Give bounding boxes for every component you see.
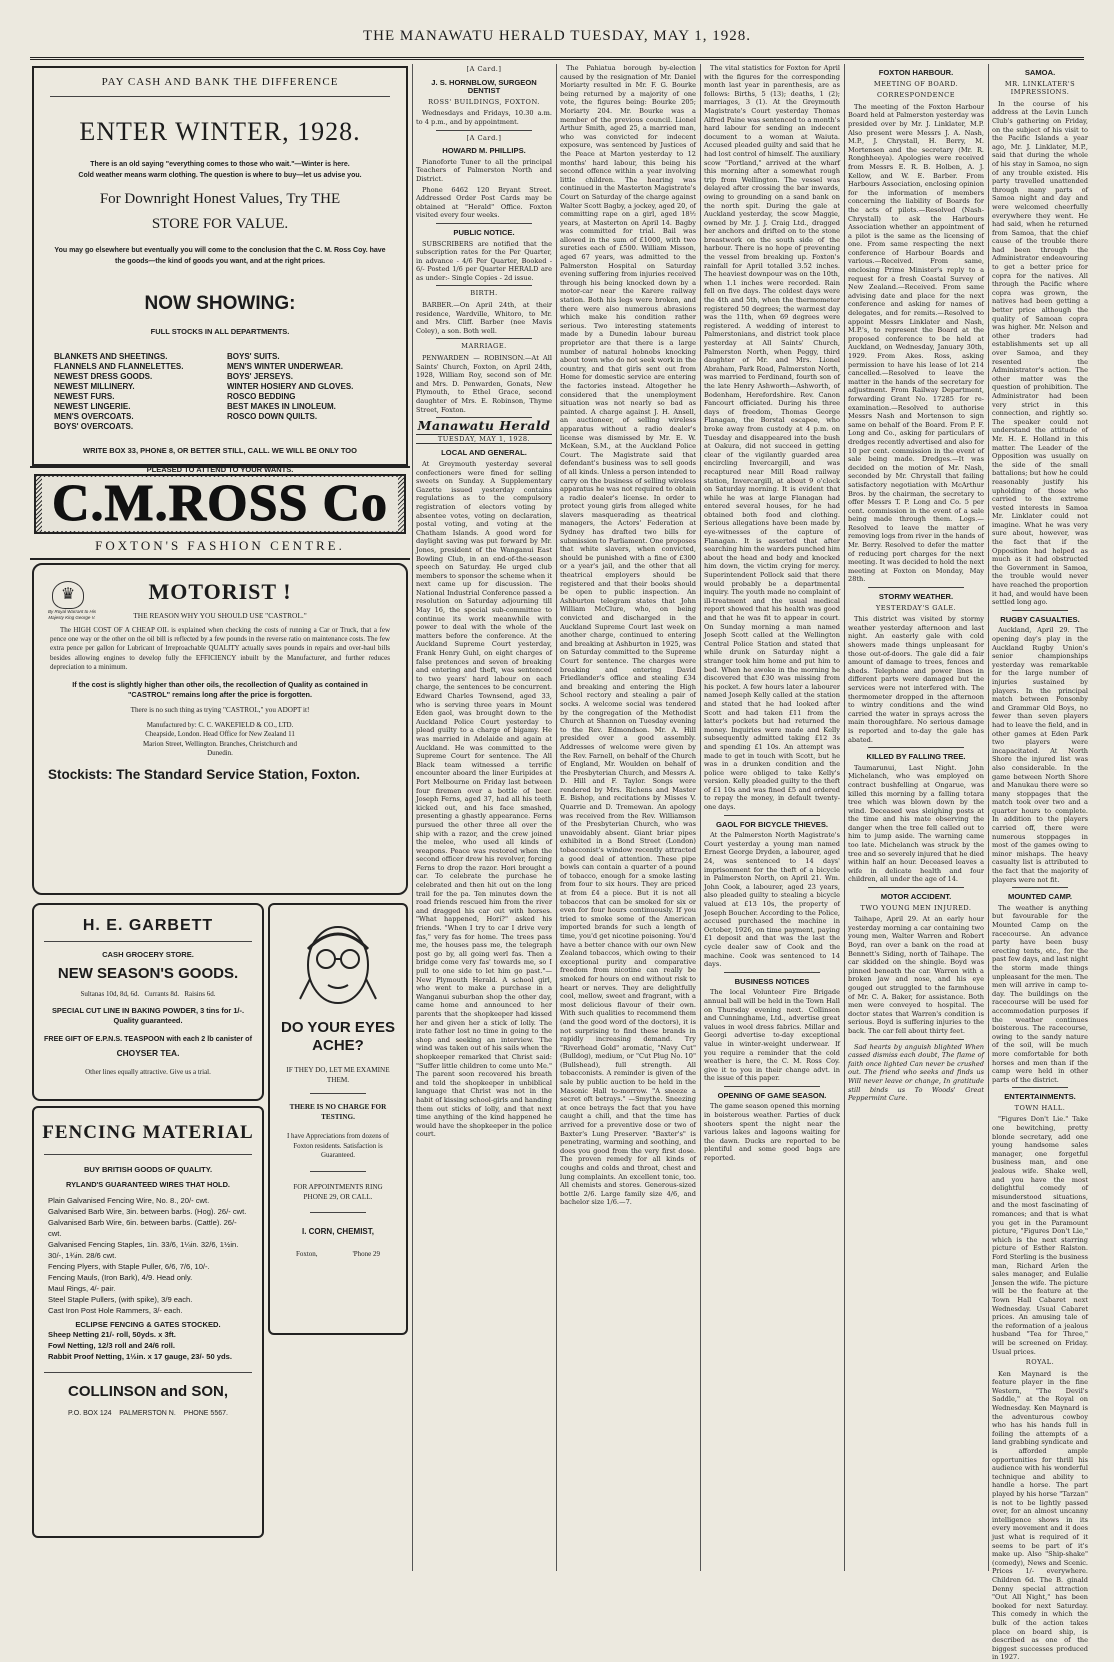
list-item: ROSCO DOWN QUILTS. [227, 412, 318, 421]
divider [868, 747, 964, 748]
divider [868, 587, 964, 588]
eyes-place: Foxton, 'Phone 29 [295, 1249, 381, 1258]
tuner-text: Pianoforte Tuner to all the principal Teachers of Palmerston North and District. [416, 157, 552, 183]
business-text: The local Volunteer Fire Brigade annual ball will be held in the Town Hall on Thursday evening next. Collinson and Cunninghame, Ltd., advertise great values in wool dress fabrics. Millar and Georgi advertise to-day exceptional value in winter-weight underwear. If you require a reminder that the cold weather is here, the C. M. Ross Coy. give it to you in their change advt. in the issue of this paper. [704, 988, 840, 1083]
motorist-sub: THE REASON WHY YOU SHOULD USE "CASTROL." [133, 611, 307, 620]
game-season-heading: OPENING OF GAME SEASON. [717, 1090, 827, 1100]
garbett-prices: Sultanas 10d, 8d, 6d. Currants 8d. Raisins 6d. [80, 990, 216, 998]
harbour-heading: FOXTON HARBOUR. [878, 68, 954, 77]
eyes-title: DO YOUR EYES ACHE? [281, 1019, 395, 1054]
ross-headline: ENTER WINTER, 1928. [79, 117, 361, 146]
divider [436, 223, 532, 224]
ross-write: WRITE BOX 33, PHONE 8, OR BETTER STILL, CALL. WE WILL BE ONLY TOO [83, 446, 357, 455]
eyes-divider-2 [310, 1171, 366, 1172]
list-item: Cast Iron Post Hole Rammers, 3/- each. [48, 1306, 183, 1315]
ross-paragraph: You may go elsewhere but eventually you will come to the conclusion that the C. M. Ross Coy. have the goods—the kind of goods you want, and at the right prices. [54, 247, 386, 265]
samoa-subheading: MR. LINKLATER'S IMPRESSIONS. [1004, 79, 1076, 97]
list-item: Maul Rings, 4/- pair. [48, 1284, 116, 1293]
article-text: In the course of his address at the Levin Lunch Club's gathering on Friday, on the subject of his visit to the Pacific Islands a year ago, Mr. J. Linklater, M.P., said that during the whole of his stay in Samoa, no sign of any trouble existed. His party travelled unattended through many parts of Samoa night and day and were welcomed cheerfully everywhere they went. He had said, when he returned from Samoa, that the chief cause of the trouble there had been through the Administrator endeavouring to get a better price for copra for the natives. All through the Pacific where copra was grown, the natives had been getting a better price although the quality of Samoan copra was higher. Mr. Nelson and other traders had establishments set up all over Samoa, and they resented the Administrator's action. The other matter was the question of prohibition. The Administrator had been very strict in this connection, and rightly so. The speaker could not understand the attitude of Mr. H. E. Holland in this matter. The Leader of the Opposition was usually on the side of the small battalions; but how he could reasonably justify his upholding of those who carried to the extreme vested interests in Samoa Mr. Linklater could not imagine. What he was very sure about, however, was the fact that if the Opposition had helped as much as it had obstructed the Government in Samoa, the trouble would never have reached the proportion it had, and would have been settled long ago. [992, 99, 1088, 607]
royal-text: Ken Maynard is the feature player in the fine Western, "The Devil's Saddle," at the Royal on Wednesday. Ken Maynard is the adventurous cowboy who has his hands full in foiling the attempts of a land grabbing syndicate and is afforded ample opportunities for thrill his audience with his wonderful technique and ability to handle a horse. The part played by his horse "Tarzan" is not to be lightly passed over, for an almost uncanny intelligence shows in its every movement and it does just what is required of it seems to be part of it's make up. Also "Ship-shake" (comedy), News and Scenic. Prices 1/- everywhere. Children 6d. The B. ginald Denny special attraction "Out All Night," has been booked for next Saturday. This comedy in which the bulk of the action takes place on board ship, is described as one of the biggest successes produced in 1927. [992, 1369, 1088, 1662]
motorist-advert [32, 563, 408, 895]
eyes-question: IF THEY DO, LET ME EXAMINE THEM. [286, 1066, 390, 1084]
column-rule [988, 64, 989, 1571]
garbett-other: Other lines equally attractive. Give us a trial. [85, 1068, 211, 1076]
column-4 [704, 64, 840, 1571]
list-item: NEWEST FURS. [54, 392, 115, 401]
ross-logo [34, 474, 406, 534]
article-text: The Pahiatua borough by-election caused by the resignation of Mr. Daniel Moriarty resulted in Mr. F. G. Bourke being returned by a majority of one vote, the figures being: Bourke 205; Moriarty 204. Mr. Bourke was a member of the previous council. Lionel Arthur Smith, aged 25, a married man, who was convicted for indecent exposure, was sentenced by Justices of the Peace at Marton yesterday to 12 months' hard labour, this being his second offence within a year involving little children. The hearing was continued in the Masterton Magistrate's Court on Saturday of the charge against Walter Scott Bagby, a jockey, aged 20, of committing rape on a girl, aged 18½ years, at Masterton on April 14. Bagby was committed for trial. Bail was allowed in the sum of £1000, with two sureties each of £500. William Misson, aged 67 years, was admitted to the Palmerston Hospital on Saturday evening suffering from injuries received through his being knocked down by a motor-car near the Karere railway station. Both his legs were broken, and there were also numerous abrasions which make his condition rather serious. Two interesting statements made by a Dunedin labour bureau proprietor are that there is a large number of natural hobnobs knocking about town who do not seek work in the country, and that girls sent out from Home for domestic service are entering the factories instead. Altogether he considered that the unemployment situation was not nearly so bad as painted. A charge against J. H. Ansell, an auctioneer, of selling wireless apparatus without a radio dealer's license was dismissed by Mr. E. W. McKean, S.M., at the Auckland Police Court. The Magistrate said that defendant's business was to sell goods of all kinds. Unless a person intended to carry on the business of selling wireless apparatus he was not required to obtain a radio dealer's license. In order to protect young girls from alleged white slavers masquerading as theatrical managers, the Actors' Federation at Sydney has drafted two bills for submission to Parliament. One proposes that white slavers, when convicted, should be punished with a fine of £300 or a year's jail, and the other that all theatrical employers should be registered and that their books should be open to public inspection. An Ashburton telegram states that John William McClure, who, on being convicted and discharged in the Auckland Supreme Court last week on another charge, continued to entering and breaking at Ashburton in 1925, was on Saturday committed to the Supreme Court for sentence. The charges were breaking and entering David Friedlander's office and stealing £34 and breaking and entering the High School rectory and stealing a pair of socks. A welcome social was tendered by the congregation of the Methodist Church at Shannon on Tuesday evening to the Rev. Edmondson. Mr. A. Hill presided over a good assembly. Addresses of welcome were given by the Rev. Farnell, on behalf of the Church of England, Mr. Woulden on behalf of the Presbyterian Church, and Messrs A. D. Hill and F. Taylor. Songs were rendered by Mrs. Richens and Master E. Bishop, and recitations by Misses V. Quarrie and D. Tremewan. An apology was received from the Rev. Williamson of the Presbyterian Church, who was unavoidably absent. Giant briar pipes exhibited in a Bond Street (London) tobacconist's window recently attracted a good deal of attention. These pipe bowls can contain a quarter of a pound of tobacco, enough for a smoke lasting from four to six hours. They are priced at from £4 a piece. But it is not all tobaccos that can be smoked for six or even for four hours continuously. If you tried to smoke some of the American imported brands for such a length of time, you'd get nicotine poisoning. You'd have a better chance with our own New Zealand tobaccos, which owing to their exceptional purity and comparative freedom from nicotine can really be smoked for hours on end without risk to heart or nerves. They are delightfully cool, mellow, sweet and fragrant, with a most delicious flavour of their own. With such qualities to recommend them (and the good word of the doctors), it is not surprising to find these brands in rapidly increasing demand. Try "Riverhead Gold" aromatic, "Navy Cut" (Bulldog), medium, or "Cut Plug No. 10" (Bullshead), full strength. All tobacconists. A reminder is given of the sale by public auction to be held in the Masonic Hall to-morrow. "A sneeze a secret oft betrays." —Smythe. Sneezing at once betrays the fact that you have caught a chill, and that the time has arrived for a preventive dose or two of Baxter's Lung Preserver. "Baxter's" is penetrating, warming and soothing, and does you good from the very first dose. The proven remedy for all kinds of coughs and colds and throat, chest and lung complaints. An excellent tonic, too. All chemists and stores. Generous-sized bottle 2/6. Large family size 4/6, and bachelor size 1/6.—7. [560, 64, 696, 1207]
motor-text: Taihape, April 29. At an early hour yesterday morning a car containing two young men, Walter Warren and Robert Boyd, ran over a bank on the road at Bennett's Siding, north of Taihape. The car skidded on the shingle. Boyd was pinned beneath the car. Warren with a broken jaw and nose, and his eye gouged out struggled to the farmhouse of Mr. C. A. Baker, for assistance. Both men were conveyed to hospital. The doctor states that Warren's condition is serious. Boyd is suffering injuries to the back. The car fell about thirty feet. [848, 915, 984, 1035]
camp-heading: MOUNTED CAMP. [1008, 892, 1072, 902]
list-item: Plain Galvanised Fencing Wire, No. 8., 20/- cwt. [48, 1196, 210, 1205]
ross-pleased: PLEASED TO ATTEND TO YOUR WANTS. [146, 465, 294, 474]
poem-text: Sad hearts by anguish blighted When cassed dismiss each doubt, The flame of faith once lighted Can never be crushed out. The friend who seeks and finds us Will never leave or change, In gratitude still binds us To Woods' Great Peppermint Cure. [848, 1042, 984, 1103]
royal-warrant: By Royal Warrant to His Majesty King George V. [48, 609, 96, 620]
samoa-heading: SAMOA. [1024, 68, 1056, 77]
royal-heading: ROYAL. [1025, 1358, 1055, 1367]
column-rule [412, 64, 413, 1571]
list-item: Galvanised Barb Wire, 3in. between barbs. (Hog). 26/- cwt. [48, 1207, 247, 1216]
town-hall-heading: TOWN HALL. [1014, 1103, 1066, 1112]
fencing-divider-2 [44, 1372, 252, 1373]
list-item: NEWEST DRESS GOODS. [54, 372, 153, 381]
column-5 [848, 64, 984, 1571]
fencing-advert [32, 1106, 264, 1538]
birth-heading: BIRTH. [470, 289, 498, 298]
optician-advert [268, 903, 408, 1335]
list-item: BLANKETS AND SHEETINGS. [54, 352, 168, 361]
garbett-special: SPECIAL CUT LINE IN BAKING POWDER, 3 tins for 1/-. Quality guaranteed. [51, 1006, 245, 1025]
divider [1012, 887, 1068, 888]
card-label: [A Card.] [466, 65, 502, 73]
divider [724, 972, 820, 973]
fencing-buy: BUY BRITISH GOODS OF QUALITY. [83, 1165, 213, 1174]
list-item: Galvanised Barb Wire, 6in. between barbs. (Cattle). 26/- cwt. [48, 1218, 237, 1238]
spectacled-face-icon [290, 919, 386, 1011]
tuner-name: HOWARD M. PHILLIPS. [442, 146, 526, 156]
dentist-name: J. S. HORNBLOW, SURGEON DENTIST [431, 77, 537, 96]
fencing-eclipse: ECLIPSE FENCING & GATES STOCKED. [75, 1320, 221, 1329]
marriage-heading: MARRIAGE. [461, 342, 507, 351]
ross-now-showing: NOW SHOWING: [144, 293, 296, 314]
list-item: MEN'S OVERCOATS. [54, 412, 134, 421]
ross-line-1: There is an old saying "everything comes to those who wait."—Winter is here. [90, 161, 350, 168]
dentist-hours: Wednesdays and Fridays, 10.30 a.m. to 4 p.m., and by appointment. [416, 109, 552, 126]
list-item: ROSCO BEDDING [227, 392, 296, 401]
business-heading: BUSINESS NOTICES [734, 976, 810, 986]
motorist-maker: Manufactured by: C. C. WAKEFIELD & CO., LTD. Cheapside, London. Head Office for New Zealand 11 Marion Street, Wellington. Branches, Christchurch and Dunedin. [142, 721, 298, 758]
list-item: Fencing Plyers, with Staple Puller, 6/6, 7/6, 10/-. [48, 1262, 210, 1271]
list-item: BOYS' JERSEYS. [227, 372, 293, 381]
fencing-divider [44, 1154, 252, 1155]
ross-tagline: FOXTON'S FASHION CENTRE. [95, 538, 345, 553]
divider [868, 1039, 964, 1040]
ross-item-lists [34, 352, 406, 432]
card-label: [A Card.] [466, 133, 502, 142]
divider [1012, 610, 1068, 611]
tuner-phone: Phone 6462 120 Bryant Street. Addressed Order Post Cards may be obtained at "Herald" Office. Foxton visited every four weeks. [416, 185, 552, 220]
column-rule [556, 64, 557, 1571]
fencing-address: P.O. BOX 124 PALMERSTON N. PHONE 5567. [68, 1410, 228, 1417]
garbett-gift: FREE GIFT OF E.P.N.S. TEASPOON with each 2 lb canister of [44, 1034, 252, 1043]
stormy-heading: STORMY WEATHER. [878, 592, 954, 602]
divider [436, 338, 532, 339]
divider [436, 285, 532, 286]
subscription-notice: SUBSCRIBERS are notified that the subscription rates for the Per Quarter, in advance - 4/6 Per Quarter, Booked - 6/- Posted 1/6 per Quarter HERALD are as under:- Single Copies - 2d issue. [416, 239, 552, 282]
list-item: Steel Staple Pullers, (with spike), 3/9 each. [48, 1295, 193, 1304]
fencing-ryland: RYLAND'S GUARANTEED WIRES THAT HOLD. [66, 1180, 230, 1189]
stormy-text: This district was visited by stormy weather yesterday afternoon and last night. An easterly gale with cold showers made things unpleasant for those out-of-doors. The gale did a fair amount of damage to trees, fences and sheds. Telephone and power lines in different parts were damaged but the services were not interfered with. The thermometer dropped in the afternoon to wintry conditions and the wind carried the water in sprays across the main thoroughfare. No serious damage is reported and to-day the gale has abated. [848, 615, 984, 744]
issue-date: TUESDAY, MAY 1, 1928. [416, 434, 552, 445]
motor-heading: MOTOR ACCIDENT. [880, 892, 952, 902]
garbett-advert [32, 903, 264, 1101]
entertainments-text: "Figures Don't Lie." Take one bewitching, pretty blonde secretary, add one young handsome sales manager, one forgetful business man, and one jealous wife. Shake well, and you have the most delightful comedy of misunderstood situations, and the most fascinating of romances; and that is what you get in the Paramount picture, "Figures Don't Lie," which is the next starring picture of Esther Ralston. Ford Sterling is the business man, Richard Arlen the sales manager, and Eulalie Jensen the wife. The picture will be the feature at the Town Hall Cabaret next Wednesday. Usual Cabaret prices. An amusing tale of the reformation of a jealous husband "Tea for Three," will be screened on Friday. Usual prices. [992, 1115, 1089, 1356]
local-general-heading: LOCAL AND GENERAL. [441, 448, 527, 458]
ross-advert [32, 66, 408, 474]
entertainments-heading: ENTERTAINMENTS. [1004, 1092, 1076, 1102]
motorist-stockists: Stockists: The Standard Service Station, Foxton. [48, 766, 361, 782]
list-item: BOYS' OVERCOATS. [54, 422, 134, 431]
divider [724, 815, 820, 816]
eyes-no-charge: THERE IS NO CHARGE FOR TESTING. [289, 1103, 387, 1121]
column-6 [992, 64, 1089, 1662]
masthead: THE MANAWATU HERALD TUESDAY, MAY 1, 1928. [362, 28, 751, 44]
list-item: Rabbit Proof Netting, 1½in. x 17 gauge, 23/- 50 yds. [48, 1352, 232, 1361]
ross-values-1: For Downright Honest Values, Try THE [99, 191, 341, 207]
ross-banner: PAY CASH AND BANK THE DIFFERENCE [101, 76, 339, 88]
column-rule [700, 64, 701, 1571]
list-item: NEWEST LINGERIE. [54, 402, 131, 411]
list-item: Fowl Netting, 12/3 roll and 24/6 roll. [48, 1341, 176, 1350]
divider [436, 130, 532, 131]
ross-logo-text: C.M.ROSS Co [42, 477, 398, 531]
list-item: MEN'S WINTER UNDERWEAR. [227, 362, 343, 371]
list-item: WINTER HOSIERY AND GLOVES. [227, 382, 354, 391]
correspondence-heading: CORRESPONDENCE [876, 91, 956, 100]
rugby-text: Auckland, April 29. The opening day's play in the Auckland Rugby Union's senior championships yesterday was remarkable for the large number of injuries sustained by players. In the principal match between Ponsonby and Grammar Old Boys, no fewer than seven players had to leave the field, and in other games at Eden Park two players were incapacitated. At North Shore the injured list was also considerable. In the game between North Shore and Manukau there were so many stoppages that the match took over two and a quarter hours to complete. In addition to the players carried off, there were numerous stoppages in most of the games owing to minor mishaps. The heavy casualty list is attributed to the fact that the majority of players were not fit. [992, 626, 1088, 884]
dentist-address: ROSS' BUILDINGS, FOXTON. [428, 97, 540, 106]
herald-nameplate: Manawatu Herald [417, 418, 551, 434]
game-season-text: The game season opened this morning in boisterous weather. Parties of duck shooters spent the night near the various lakes and lagoons waiting for the dawn. Ducks are reported to be plentiful and some good bags are reported. [704, 1102, 840, 1163]
face-illustration [290, 919, 386, 1011]
fencing-netting [34, 1329, 262, 1362]
ross-left-list [54, 352, 213, 432]
camp-text: The weather is anything but favourable for the Mounted Camp on the racecourse. An advance party have been busy erecting tents, etc., for the past few days, and last night the storm made things unpleasant for the men. The men will arrive in camp to-day. The buildings on the racecourse will be used for accommodation purposes if the weather continues boisterous. The racecourse, owing to the sandy nature of the soil, will be much more comfortable for both horses and men than if the camp were held in other parts of the district. [992, 903, 1088, 1084]
divider [868, 887, 964, 888]
public-notice-heading: PUBLIC NOTICE. [453, 227, 515, 237]
garbett-store: CASH GROCERY STORE. [102, 950, 194, 959]
list-item: NEWEST MILLINERY. [54, 382, 135, 391]
fencing-firm: COLLINSON and SON, [67, 1383, 228, 1400]
royal-crest-icon: ♛ [52, 581, 84, 609]
article-text: The meeting of the Foxton Harbour Board held at Palmerston yesterday was presided over by Mr. J. Linklater, M.P. Also present were Messrs J. A. Nash, M.P., J. Chrystall, H. Berry, M. Mortensen and the secretary (Mr. R. Ronghheeya). Apologies were received from Messrs E. R. B. Holben, A. J. Kellow, and W. E. Barber. From Harbours Association, enclosing opinion for the information of members concerning the liability of Boards for the acts of pilots.—Resolved (Nash-Chrystall) to ask the Harbours Association whether an appointment of a pilot is the same as the licensing of one. From same respecting the next conference of Harbour Boards and various.—Received. From same, enclosing Prime Minister's reply to a request for a fresh Coastal Survey of New Zealand.—Received. From same advising date and place for the next conference and asking for names of delegates, and for remits.—Resolved to appoint Messrs Linklater and Nash, M.P.'s, to represent the Board at the proposed conference to be held at Auckland, on Wednesday, January 30th, 1929. From Akes. Ross, asking permission to have his lease of lot 214 cancelled.—Resolved to leave the matter in the hands of the secretary for adjustment. From Railway Department, forwarding Grant No. 17285 for re-examination.—Resolved to authorise Messrs Nash and Mortenson to sign same on behalf of the Board. From P. F. Long and Co., asking for particulars of dredges recently advertised and also for 10 per cent. commission in the event of sale being made. Dredges.—It was decided on the motion of Mr. Nash, seconded by Mr. Chrystall that failing satisfactory negotiation with McArthur Bros. by the chairman, the secretary to offer Messrs T. P. Long and Co. 5 per cent. commission in the event of a sale being made through them. Logs.—Resolved to leave the matter of removing logs from river in the hands of Mr. Berry. Resolved to defer the matter of reducing port charges for the next meeting. It was decided to hold the next meeting at Foxton on Monday, May 28th. [848, 102, 984, 584]
divider [724, 1086, 820, 1087]
list-item: Sheep Netting 21/- roll, 50yds. x 3ft. [48, 1330, 176, 1339]
column-rule [844, 64, 845, 1571]
ross-right-list [227, 352, 386, 432]
ross-values-2: STORE FOR VALUE. [151, 216, 289, 232]
eyes-chemist: I. CORN, CHEMIST, [301, 1226, 374, 1236]
eyes-divider-3 [310, 1212, 366, 1213]
fencing-title: FENCING MATERIAL [42, 1122, 254, 1143]
article-text: At Greymouth yesterday several confectioners were fined for selling sweets on Sunday. A Supplementary Gazette issued yesterday contains regulations as to the compulsory registration of electors voting by absentee votes, voting on declaration, postal voting, and voting at the Chatham Islands. A good word for daylight saving was put forward by Mr. Jones, president of the Wanganui East Bowling Club, in an end-of-the-season speech on Saturday. He urged club members to sponsor the scheme when it next came up for discussion. The National Industrial Conference passed a resolution on Saturday adjourning till May 16, the special sub-committee to continue its work meanwhile with power to deal with the whole of the matters before the conference. At the Auckland Supreme Court yesterday, Frank Henry Guhl, on eight charges of false pretences and seven of breaking and entering and theft, was sentenced to two years' hard labour on each charge, the sentences to be concurrent. Edward Charles Townsend, aged 33, who is serving three years in Mount Eden gaol, was brought down to the Auckland Police Court yesterday to plead guilty to a charge of bigamy. He was married in Adelaide and again at Auckland. He was committed to the Supreme Court for sentence. The All Black team witnessed a terrific encounter aboard the liner Euripides at Port Melbourne on Friday last between four firemen over a bottle of beer. Joseph Ferns, aged 37, had all his teeth kicked out, and his face smashed, presenting a ghastly appearance. Ferns pursued the other three all over the ship with a razor, and the crew joined the melee, who used all kinds of weapons. Peace was restored when the second officer drew his revolver, forcing Ferns to drop the razor. Hori brought a car. To celebrate the purchase he celebrated and then hit out on the long trail for the pa. Ten minutes down the road friends rescued him from the river and dragged his car out with horses. "What happened, Hori?" asked his friends. "When I try to car I drive very fas," very fas for home. The trees pass me, the houses pass me, the telegraph post go by, all going werl fas. Then a bridge come very fas' towards me, so I pull to one side to let him go past."—New Plymouth Herald. A school girl, who went to make a purchase in a Wanganui suburban shop the other day, came home and announced to her parents that the shopkeeper had kissed her and given her a stick of lolly. The irate father lost no time in going to the shop and seeking an interview. The wind was taken out of his sails when the shopkeeper remarked that Christ said: "Suffer little children to come unto Me." The parent soon recovered his breath and told the shopkeeper in unbiblical language that Christ was not in the habit of kissing school-girls and handing them out sticks of lolly, and that next time anything of the kind happened he would have the shopkeeper in the police court. [416, 459, 552, 1139]
marriage-notice: PENWARDEN — ROBINSON.—At All Saints' Church, Foxton, on April 24th, 1928, William Roy, second son of Mr. and Mrs. D. Penwarden, Gonats, New Plymouth, to Ethel Grace, second daughter of Mrs. E. Robinson, Thyme Street, Foxton. [416, 354, 552, 414]
motorist-body: The HIGH COST OF A CHEAP OIL is explained when checking the costs of running a Car or Truck, that a few pence one way or the other on the oil bill is reflected by a few pounds in the reverse ratio on maintenance costs. The few extra pence per gallon for Lubricant of Irreproachable QUALITY actually saves pounds in repairs and over-haul bills besides allowing engines to develop fully the EFFICIENCY inbuilt by the Manufacturer, and further reduces depreciation to a minimum. [50, 626, 390, 671]
masthead-rule [30, 57, 1084, 60]
column-3 [560, 64, 696, 1571]
gaol-heading: GAOL FOR BICYCLE THIEVES. [715, 819, 829, 829]
garbett-tea: CHOYSER TEA. [116, 1048, 180, 1058]
motorist-title: MOTORIST ! [148, 579, 292, 604]
motorist-bold: If the cost is slightly higher than other oils, the recollection of Quality as contained in "CASTROL" remains long after the price is forgotten. [72, 680, 368, 699]
list-item: Galvanised Fencing Staples, 1in. 33/6, 1¼in. 32/6, 1½in. 30/-, 1¾in. 28/6 cwt. [48, 1240, 239, 1260]
killed-text: Taumarunui, Last Night. John Michelanch, who was employed on contract bushfelling at Ongarue, was killed this morning by a falling totara tree which was blown down by the wind. Deceased was sleighing posts at the time and his mate observing the danger when the tree fell called out to him to jump aside. The warning came too late. Michelanch was struck by the tree and so severely injured that he died within half an hour. Deceased leaves a wife in delicate health and four children, all under the age of 14. [848, 763, 984, 884]
garbett-divider [44, 941, 252, 942]
ross-divider [50, 96, 390, 97]
eyes-appointments: FOR APPOINTMENTS RING PHONE 29, OR CALL. [293, 1182, 383, 1201]
ross-line-2: Cold weather means warm clothing. The question is where to buy—let us advise you. [78, 172, 362, 179]
eyes-body: I have Appreciations from dozens of Foxton residents. Satisfaction is Guaranteed. [286, 1132, 390, 1160]
stormy-subheading: YESTERDAY'S GALE. [875, 603, 957, 612]
gaol-text: At the Palmerston North Magistrate's Court yesterday a young man named Ernest George Dryden, a labourer, aged 24, was sentenced to 14 days' imprisonment for the theft of a bicycle in Palmerston North, on April 21. Wm. John Cook, a labourer, aged 23 years, also pleaded guilty to stealing a bicycle valued at £13 10s, the property of Joseph Boucher. According to the Police, accused purchased the machine in October, 1926, on time payment, paying £1 deposit and that was the last the cycle dealer saw of Cook and the machine. Cook was sentenced to 14 days. [704, 831, 840, 969]
list-item: Fencing Mauls, (Iron Bark), 4/9. Head only. [48, 1273, 193, 1282]
ross-stocks: FULL STOCKS IN ALL DEPARTMENTS. [150, 327, 290, 336]
motor-subheading: TWO YOUNG MEN INJURED. [860, 903, 972, 912]
article-text: The vital statistics for Foxton for April with the figures for the corresponding month last year in parenthesis, are as follows: Births, 5 (13); deaths, 1 (2); marriages, 3 (1). At the Greymouth Magistrate's Court yesterday Thomas Alfred Paine was sentenced to a month's hard labour for sending an indecent document to a woman at Waiuta. Accused pleaded guilty and said that he had lost control of himself. The auxiliary scow "Portland," arrived at the wharf this morning after a somewhat rough trip from Wellington. The vessel was delayed after crossing the bar inwards, owing to grounding on a sand bank on the north spit. During the gale at Auckland yesterday, the scow Maggie, owned by Mr. J. J. Craig Ltd., dragged her anchors and drifted on to the stone breastwork on the south side of the harbour. There is no hope of preventing the vessel from breaking up. Foxton's rainfall for April totalled 3.52 inches. The heaviest downpour was on the 10th, when 1.1 inches were recorded. Rain fell on five days. The coldest days were the 4th and 5th, when the thermometer registered 50 degrees; the warmest day was the 11th, when 69 degrees were registered. A wedding of interest to Palmerstonians, and district took place yesterday at All Saints' Church, Palmerston North, when Peggy, third daughter of Mr. and Mrs. Lionel Abraham, Park Road, Palmerston North, was married to Ferdinand, fourth son of the late Henry Ashworth—Ashworth, of Bodenham, Herefordshire. Rev. Canon Fancourt officiated. During his three days of freedom, Thomas George Flanagan, the Borstal escapee, who broke away from custody at 4 p.m. on Tuesday and disappeared into the bush at Oakura, did not succeed in getting clear of the vigilantly guarded area encircling Invercargill, and was recaptured near Mill Road railway station, Invercargill, at about 9 o'clock on Saturday morning. It is evident that while he was at large Flanagan had entered several houses, for he had obtained both food and clothing. Serious allegations have been made by eye-witnesses of the capture of Flanagan. It is asserted that after searching him the warders punched him about the head and body and knocked him down, the victim crying for mercy. Superintendent Pollock said that there would probably be a departmental inquiry. The youth made no complaint of ill-treatment and the usual medical report showed that his health was good and that he was fit to appear in court. On Sunday morning a man named Joseph Scott called at the Wellington Central Police Station and stated that while drunk on Saturday night a stranger took him home and put him to bed. When he awoke in the morning he discovered that £30 was missing from his pocket. A few hours later a labourer named Joseph Kelly called at the station and stated that he had looked after Scott and had taken £11 from the latter's pockets but had returned the money. Inquiries were made and Kelly subsequently admitted taking £12 3s and spending £1 10s. An attempt was made to get in touch with Scott, but he was in a drunken condition and the police were obliged to take Kelly's version. Kelly pleaded guilty to the theft of £1 10s and was fined £5 and ordered to repay the money, in default twenty-one days. [704, 64, 840, 812]
list-item: BOYS' SUITS. [227, 352, 280, 361]
garbett-name: H. E. GARBETT [82, 917, 214, 934]
ross-logo-banner [30, 466, 410, 560]
fencing-items [34, 1195, 262, 1316]
garbett-headline: NEW SEASON'S GOODS. [57, 965, 239, 982]
rugby-heading: RUGBY CASUALTIES. [1000, 614, 1080, 624]
list-item: BEST MAKES IN LINOLEUM. [227, 402, 336, 411]
column-2 [416, 64, 552, 1571]
harbour-subheading: MEETING OF BOARD. [873, 79, 959, 88]
killed-heading: KILLED BY FALLING TREE. [866, 752, 966, 762]
divider [1012, 1087, 1068, 1088]
motorist-adopt: There is no such thing as trying "CASTROL," you ADOPT it! [130, 706, 310, 715]
birth-notice: BARBER.—On April 24th, at their residence, Wardville, Whitoro, to Mr. and Mrs. Cliff. Barber (nee Mavis Coley), a son. Both well. [416, 301, 552, 335]
list-item: FLANNELS AND FLANNELETTES. [54, 362, 184, 371]
eyes-divider [310, 1093, 366, 1094]
